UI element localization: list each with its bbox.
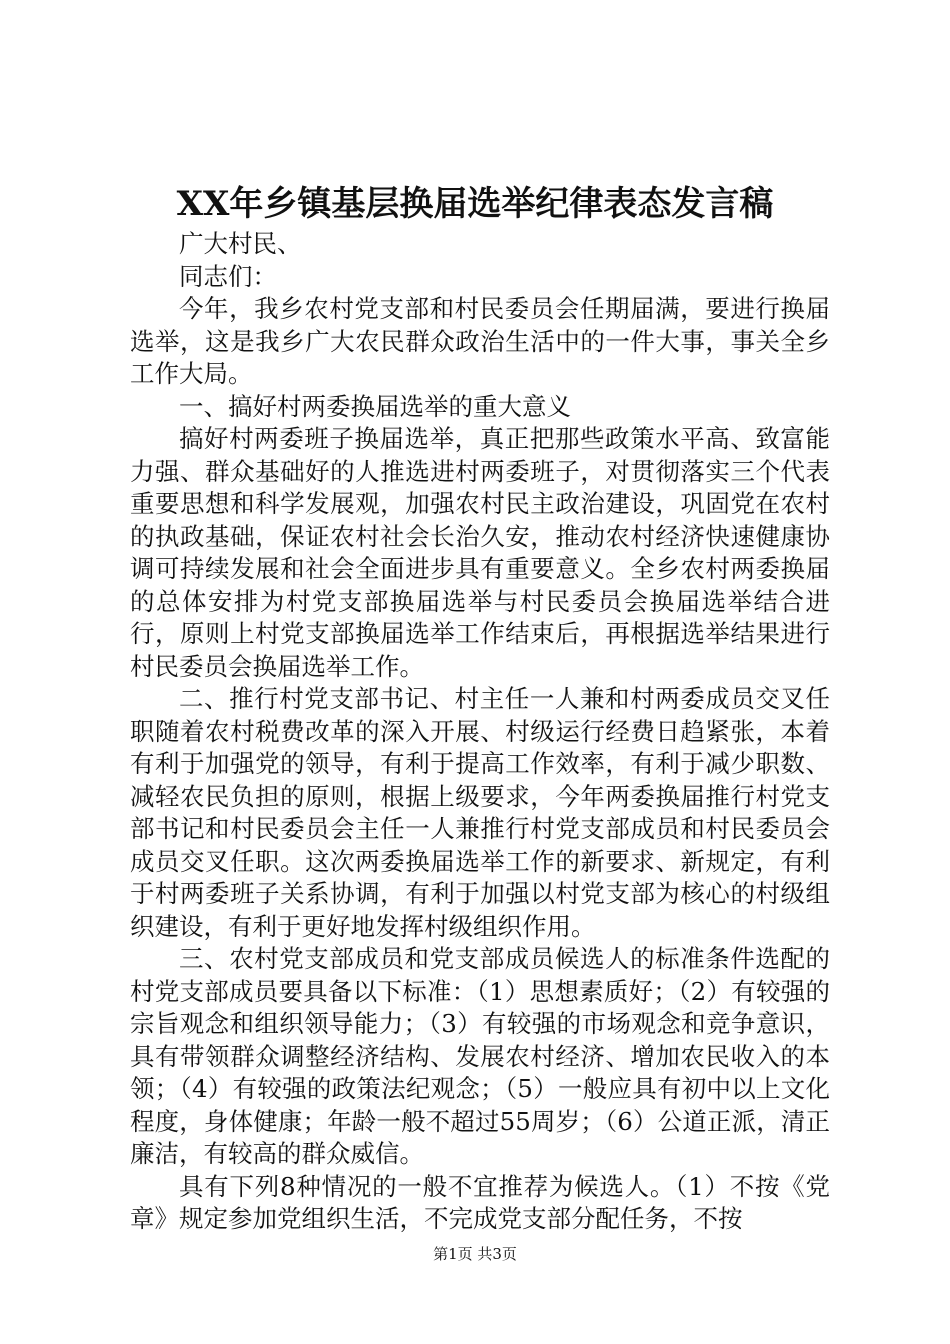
document-body — [130, 228, 830, 1236]
candidate-exclusion-paragraph: 具有下列8种情况的一般不宜推荐为候选人。（1）不按《党章》规定参加党组织生活，不完成党支部分配任务，不按 — [130, 1171, 830, 1233]
salutation-line-1: 广大村民、 — [179, 229, 302, 258]
intro-paragraph: 今年，我乡农村党支部和村民委员会任期届满，要进行换届选举，这是我乡广大农民群众政治生活中的一件大事，事关全乡工作大局。 — [130, 294, 830, 388]
salutation-line-2: 同志们： — [179, 261, 277, 291]
document-title: XX年乡镇基层换届选举纪律表态发言稿 — [176, 184, 774, 224]
section-3-paragraph: 三、农村党支部成员和党支部成员候选人的标准条件选配的村党支部成员要具备以下标准：（1）思想素质好；（2）有较强的宗旨观念和组织领导能力；（3）有较强的市场观念和竞争意识，具有带领群众调整经济结构、发展农村经济、增加农民收入的本领；（4）有较强的政策法纪观念；（5）一般应具有初中以上文化程度，身体健康；年龄一般不超过55周岁；（6）公道正派，清正廉洁，有较高的群众威信。 — [130, 944, 830, 1168]
page-footer: 第1页 共3页 — [433, 1245, 517, 1263]
section-2-paragraph: 二、推行村党支部书记、村主任一人兼和村两委成员交叉任职随着农村税费改革的深入开展、村级运行经费日趋紧张，本着有利于加强党的领导，有利于提高工作效率，有利于减少职数、减轻农民负担的原则，根据上级要求，今年两委换届推行村党支部书记和村民委员会主任一人兼推行村党支部成员和村民委员会成员交叉任职。这次两委换届选举工作的新要求、新规定，有利于村两委班子关系协调，有利于加强以村党支部为核心的村级组织建设，有利于更好地发挥村级组织作用。 — [130, 684, 830, 941]
section-1-paragraph: 搞好村两委班子换届选举，真正把那些政策水平高、致富能力强、群众基础好的人推选进村两委班子，对贯彻落实三个代表重要思想和科学发展观，加强农村民主政治建设，巩固党在农村的执政基础，保证农村社会长治久安，推动农村经济快速健康协调可持续发展和社会全面进步具有重要意义。全乡农村两委换届的总体安排为村党支部换届选举与村民委员会换届选举结合进行，原则上村党支部换届选举工作结束后，再根据选举结果进行村民委员会换届选举工作。 — [130, 424, 830, 681]
section-heading-1: 一、搞好村两委换届选举的重大意义 — [179, 391, 571, 421]
